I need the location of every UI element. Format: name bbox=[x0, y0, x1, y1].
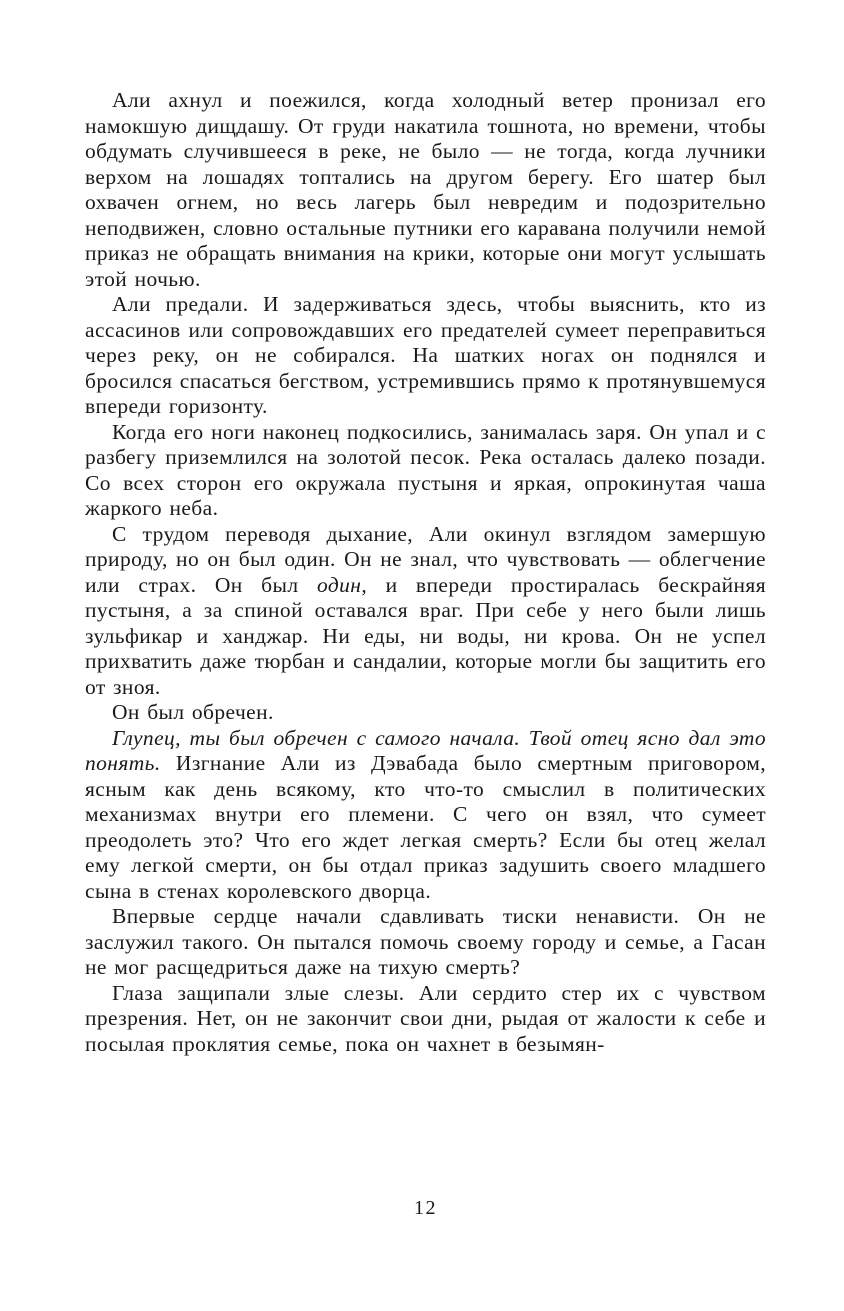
text-run: Когда его ноги наконец подкосились, занималась заря. Он упал и с разбегу приземлился на золотой песок. Река осталась далеко позади. Со всех сторон его окружала пустыня и яркая, опрокинутая чаша жаркого неба. bbox=[85, 419, 766, 520]
paragraph bbox=[85, 522, 766, 701]
paragraph bbox=[85, 904, 766, 981]
paragraph bbox=[85, 726, 766, 905]
text-run: Впервые сердце начали сдавливать тиски ненависти. Он не заслужил такого. Он пытался помочь своему городу и семье, а Гасан не мог расщедриться даже на тихую смерть? bbox=[85, 904, 766, 979]
text-run: Глаза защипали злые слезы. Али сердито стер их с чувством презрения. Нет, он не закончит свои дни, рыдая от жалости к себе и посылая проклятия семье, пока он чахнет в безымян- bbox=[85, 980, 766, 1056]
text-run: Али предали. И задерживаться здесь, чтобы выяснить, кто из ассасинов или сопровождавших его предателей сумеет переправиться через реку, он не собирался. На шатких ногах он поднялся и бросился спасаться бегством, устремившись прямо к протянувшемуся впереди горизонту. bbox=[85, 292, 766, 418]
text-run: С трудом переводя дыхание, Али окинул взглядом замершую природу, но он был один. Он не знал, что чувствовать — облегчение или страх. Он был bbox=[85, 521, 766, 597]
text-run: Он был обречен. bbox=[112, 700, 274, 724]
paragraph bbox=[85, 981, 766, 1058]
text-run-italic: один bbox=[316, 572, 362, 597]
text-run: , и впереди простиралась бескрайняя пустыня, а за спиной оставался враг. При себе у него были лишь зульфикар и ханджар. Ни еды, ни воды, ни крова. Он не успел прихватить даже тюрбан и сандалии, которые могли бы защитить его от зноя. bbox=[85, 572, 767, 699]
paragraph bbox=[85, 420, 766, 522]
text-run: Изгнание Али из Дэвабада было смертным приговором, ясным как день всякому, кто что-то смыслил в политических механизмах внутри его племени. С чего он взял, что сумеет преодолеть это? Что его ждет легкая смерть? Если бы отец желал ему легкой смерти, он бы отдал приказ задушить своего младшего сына в стенах королевского дворца. bbox=[85, 751, 766, 903]
paragraph bbox=[85, 88, 766, 292]
page-number: 12 bbox=[414, 1197, 437, 1219]
text-run: Али ахнул и поежился, когда холодный ветер пронизал его намокшую дищдашу. От груди накатила тошнота, но времени, чтобы обдумать случившееся в реке, не было — не тогда, когда лучники верхом на лошадях топтались на другом берегу. Его шатер был охвачен огнем, но весь лагерь был невредим и подозрительно неподвижен, словно остальные путники его каравана получили немой приказ не обращать внимания на крики, которые они могут услышать этой ночью. bbox=[85, 88, 766, 291]
paragraph bbox=[85, 292, 766, 420]
text-block bbox=[85, 88, 766, 1057]
paragraph bbox=[85, 700, 766, 726]
text-run-italic: Глупец, ты был обречен с самого начала. Твой отец ясно дал это понять. bbox=[85, 725, 766, 775]
